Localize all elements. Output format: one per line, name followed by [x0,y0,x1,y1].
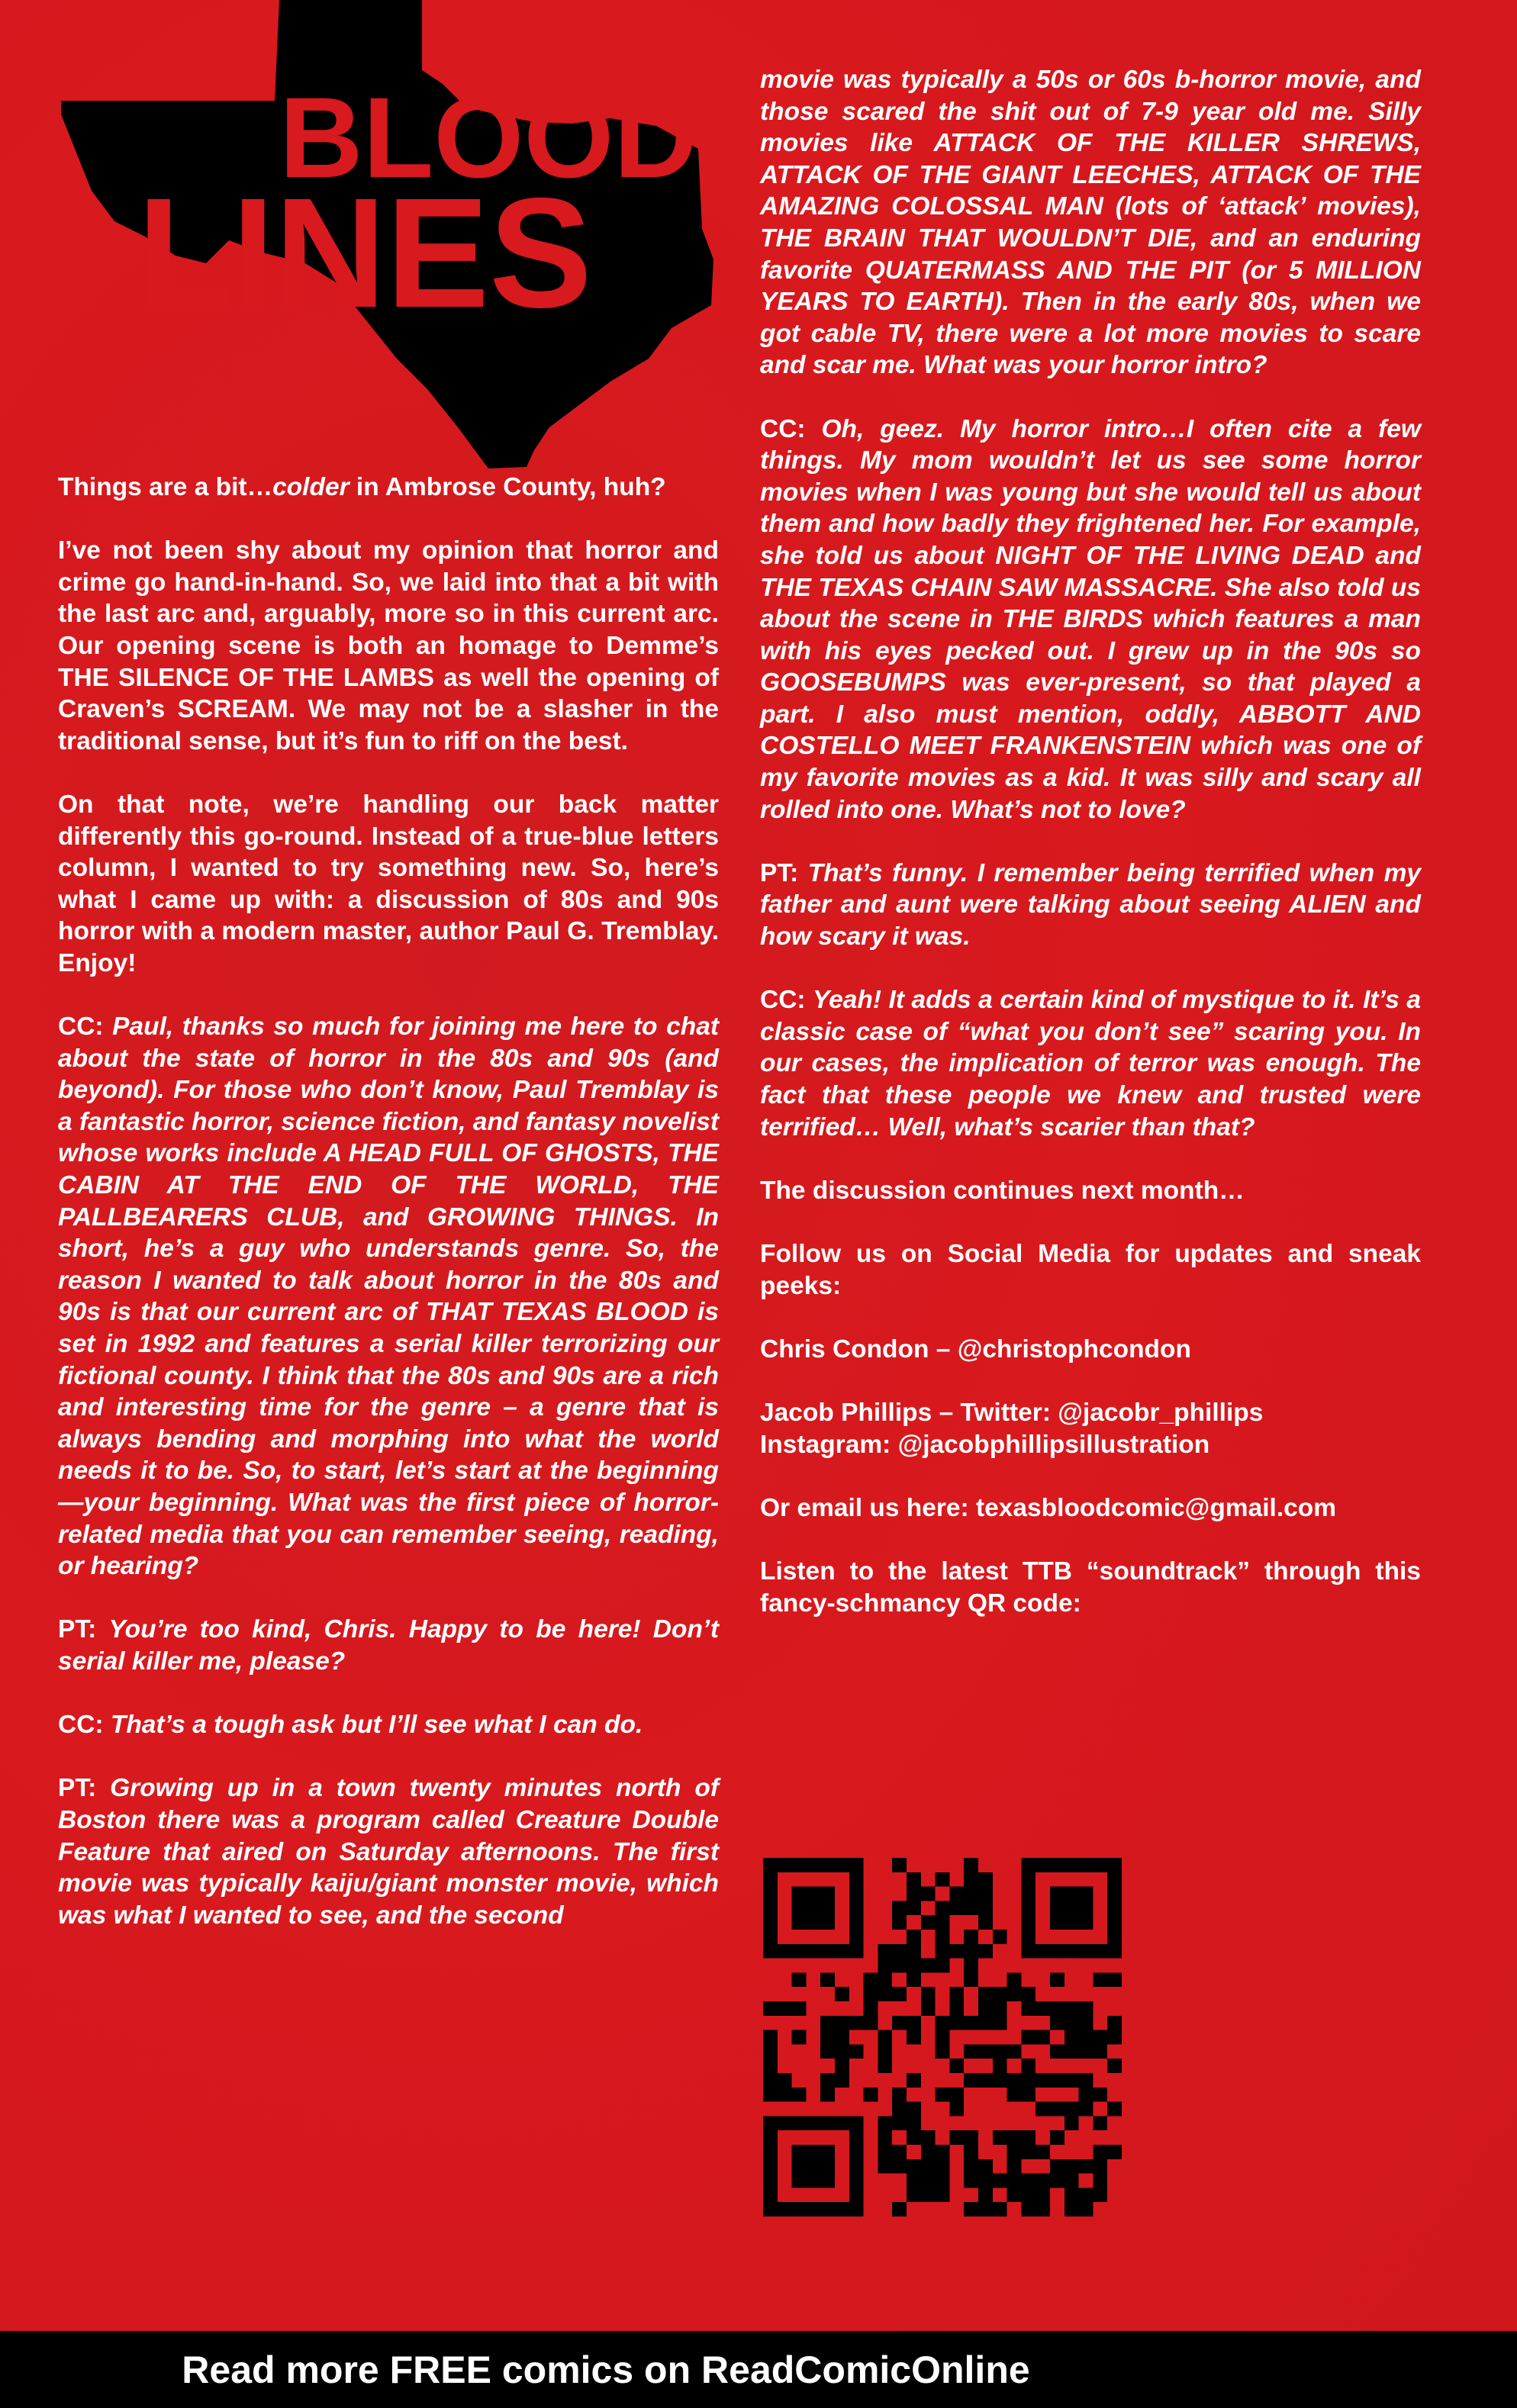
qr-module [835,2059,849,2073]
qr-module [978,1901,993,1915]
qr-module [1079,2016,1093,2030]
qr-module [763,2030,778,2045]
qr-module [907,2116,921,2130]
qr-module [907,1944,921,1959]
qr-finder [849,1858,864,1959]
qr-module [1021,2030,1035,2045]
listen-note: Listen to the latest TTB “soundtrack” through this fancy-schmancy QR code: [760,1557,1421,1618]
speaker: CC: [58,1012,113,1041]
dialogue: That’s a tough ask but I’ll see what I can do. [110,1711,643,1740]
qr-module [849,2044,864,2059]
qr-module [1050,2174,1064,2188]
qr-module [1107,2059,1122,2073]
qr-module [1079,2001,1093,2016]
qr-module [949,2001,964,2016]
intro-question [58,472,719,504]
qr-module [936,2187,950,2202]
qr-module [763,2001,778,2016]
qr-module [1007,2088,1022,2102]
qr-module [978,2016,993,2030]
qr-module [1064,2202,1079,2216]
qr-module [1079,2202,1093,2216]
qr-module [964,2159,978,2174]
qr-module [1035,2187,1050,2202]
speaker: PT: [58,1774,111,1803]
qr-module [964,2044,978,2059]
qr-module [1007,1972,1022,1987]
logo-lines: LINES [137,166,592,340]
speaker: CC: [760,414,822,443]
qr-finder [1021,1944,1122,1959]
qr-module [892,2116,907,2130]
qr-module [820,2088,835,2102]
qr-module [978,2187,993,2202]
speaker: PT: [760,858,808,887]
qr-module [1021,2202,1035,2216]
qr-module [921,2001,936,2016]
interview-pt [58,1772,719,1931]
qr-module [964,1930,978,1944]
qr-module [1007,2130,1022,2145]
qr-module [763,2059,778,2073]
jacob-twitter: Jacob Phillips – Twitter: @jacobr_phillips [760,1398,1264,1427]
qr-module [978,2202,993,2216]
qr-module [1035,2202,1050,2216]
qr-module [1007,2073,1022,2088]
qr-module [964,2202,978,2216]
qr-module [949,1944,964,1959]
qr-module [1007,2044,1022,2059]
qr-module [778,2001,792,2016]
qr-module [978,1915,993,1930]
interview-cc [58,1011,719,1582]
qr-module [878,2030,892,2045]
qr-module [1035,2001,1050,2016]
dialogue: Paul, thanks so much for joining me here to chat about the state of horror in the 80s and 90s (and beyond). For those who don’t know, Paul Tremblay is a fantastic horror, science fiction, and fantasy novelist whose works include A HEAD FULL OF GHOSTS, THE CABIN AT THE END OF THE WORLD, THE PALLBEARERS CLUB, and GROWING THINGS. In short, he’s a guy who understands genre. So, the reason I wanted to talk about horror in the 80s and 90s is that our current arc of THAT TEXAS BLOOD is set in 1992 and features a serial killer terrorizing our fictional county. I think that the 80s and 90s are a rich and interesting time for the genre – a genre that is always bending and morphing into what the world needs it to be. So, to start, let’s start at the beginning—your beginning. What was the first piece of horror-related media that you can remember seeing, reading, or hearing? [58,1012,719,1581]
qr-module [763,2044,778,2059]
qr-module [964,2130,978,2145]
qr-finder [763,2116,778,2216]
qr-module [936,2174,950,2188]
dialogue: That’s funny. I remember being terrified when my father and aunt were talking about seeing ALIEN and how scary it was. [760,858,1421,951]
qr-module [993,1987,1007,2001]
intro-text: in Ambrose County, huh? [349,473,666,501]
jacob-instagram: Instagram: @jacobphillipsillustration [760,1430,1210,1459]
qr-module [936,1944,950,1959]
qr-module [1035,2073,1050,2088]
qr-module [1021,2088,1035,2102]
qr-module [936,2088,950,2102]
qr-module [907,1901,921,1915]
qr-module [993,2059,1007,2073]
qr-module [964,2145,978,2159]
qr-module [892,2016,907,2030]
qr-module [878,1972,892,1987]
qr-module [892,1944,907,1959]
qr-module [936,2159,950,2174]
qr-module [964,1887,978,1901]
qr-module [792,1972,807,1987]
qr-module [892,2202,907,2216]
qr-module [964,2174,978,2188]
qr-module [820,1972,835,1987]
qr-module [1021,1987,1035,2001]
qr-module [907,2187,921,2202]
qr-module [964,1959,978,1973]
qr-module [878,1959,892,1973]
qr-module [964,2016,978,2030]
qr-module [1064,2001,1079,2016]
qr-module [778,2073,792,2088]
qr-module [949,1887,964,1901]
qr-module [1064,2187,1079,2202]
qr-module [1050,2102,1064,2117]
qr-module [921,1987,936,2001]
qr-finder [763,1858,864,1872]
qr-module [978,2174,993,2188]
qr-module [835,2030,849,2045]
qr-module [964,1944,978,1959]
qr-module [993,2001,1007,2016]
qr-module [1050,2130,1064,2145]
qr-module [1079,2088,1093,2102]
qr-module [964,1972,978,1987]
qr-finder [1021,1858,1035,1959]
qr-module [878,1944,892,1959]
qr-module [907,2016,921,2030]
qr-module [1050,2073,1064,2088]
qr-module [1035,2174,1050,2188]
qr-module [993,2202,1007,2216]
qr-module [993,2044,1007,2059]
qr-module [1021,2174,1035,2188]
qr-code[interactable] [763,1858,1122,2216]
dialogue-continued: movie was typically a 50s or 60s b-horror movie, and those scared the shit out of 7-9 year old me. Silly movies like ATTACK OF THE KILLER SHREWS, ATTACK OF THE GIANT LEECHES, ATTACK OF THE AMAZING COLOSSAL MAN (lots of ‘attack’ movies), THE BRAIN THAT WOULDN’T DIE, and an enduring favorite QUATERMASS AND THE PIT (or 5 MILLION YEARS TO EARTH). Then in the early 80s, when we got cable TV, there were a lot more movies to scare and scar me. What was your horror intro? [760,66,1421,380]
qr-module [907,1872,921,1887]
qr-module [1107,2016,1122,2030]
qr-module [907,1887,921,1901]
interview-cc [760,414,1421,826]
qr-module [864,1987,878,2001]
qr-module [1093,2044,1107,2059]
continues-note: The discussion continues next month… [760,1176,1245,1205]
qr-module [907,1959,921,1973]
qr-module [1050,1972,1064,1987]
qr-module [978,1887,993,1901]
footer-banner[interactable] [0,2331,1517,2408]
qr-finder [792,2145,835,2187]
dialogue: Yeah! It adds a certain kind of mystique to it. It’s a classic case of “what you don’t see” scaring you. In our cases, the implication of terror was enough. The fact that these people we knew and trusted were terrified… Well, what’s scarier than that? [760,986,1421,1141]
qr-module [1064,2159,1079,2174]
qr-module [878,2145,892,2159]
blood-lines-logo [0,0,763,488]
qr-module [878,2044,892,2059]
qr-module [1050,2001,1064,2016]
qr-finder [763,2116,864,2130]
qr-module [1107,2030,1122,2045]
qr-module [1021,2145,1035,2159]
qr-module [1093,2116,1107,2130]
qr-module [892,2088,907,2102]
qr-module [949,1901,964,1915]
qr-module [1064,2174,1079,2188]
qr-module [1064,2044,1079,2059]
qr-module [936,2030,950,2045]
qr-module [964,2073,978,2088]
qr-module [921,2187,936,2202]
chris-social: Chris Condon – @christophcondon [760,1334,1191,1363]
qr-module [1107,2145,1122,2159]
qr-module [763,2073,778,2088]
qr-finder [763,1858,778,1959]
qr-module [1021,2073,1035,2088]
qr-module [936,1901,950,1915]
qr-module [1021,2130,1035,2145]
qr-module [1093,2145,1107,2159]
qr-finder [1021,1858,1122,1872]
qr-module [792,2030,807,2045]
right-column [760,64,1421,1651]
qr-module [1007,1987,1022,2001]
qr-module [1007,2145,1022,2159]
qr-module [907,2073,921,2088]
qr-module [892,2102,907,2117]
intro-paragraph: I’ve not been shy about my opinion that horror and crime go hand-in-hand. So, we laid into that a bit with the last arc and, arguably, more so in this current arc. Our opening scene is both an homage to Demme’s THE SILENCE OF THE LAMBS as well the opening of Craven’s SCREAM. We may not be a slasher in the traditional sense, but it’s fun to riff on the best. [58,536,719,755]
interview-cc [760,984,1421,1143]
qr-module [978,1944,993,1959]
qr-module [1093,2187,1107,2202]
qr-module [907,2102,921,2117]
qr-module [921,1887,936,1901]
qr-module [849,2016,864,2030]
qr-module [949,2016,964,2030]
qr-module [949,2130,964,2145]
qr-module [1107,2102,1122,2117]
qr-module [936,1872,950,1887]
speaker: PT: [58,1615,109,1644]
qr-module [1021,2187,1035,2202]
qr-module [835,1987,849,2001]
qr-module [936,1930,950,1944]
qr-module [1079,2102,1093,2117]
follow-note: Follow us on Social Media for updates and sneak peeks: [760,1239,1421,1300]
qr-module [892,1959,907,1973]
qr-module [978,2044,993,2059]
qr-module [978,2001,993,2016]
logo-blood: BLOOD [279,73,697,201]
qr-module [892,2159,907,2174]
qr-module [907,1930,921,1944]
left-column [58,472,719,1963]
qr-module [878,2130,892,2145]
qr-module [949,2088,964,2102]
qr-module [1050,2044,1064,2059]
qr-module [936,1915,950,1930]
qr-module [792,2001,807,2016]
qr-module [864,2001,878,2016]
qr-module [878,2059,892,2073]
qr-module [1093,1972,1107,1987]
intro-paragraph: On that note, we’re handling our back matter differently this go-round. Instead of a true-blue letters column, I wanted to try something new. So, here’s what I came up with: a discussion of 80s and 90s horror with a modern master, author Paul G. Tremblay. Enjoy! [58,790,719,977]
qr-module [1064,2016,1079,2030]
qr-finder [763,1944,864,1959]
qr-module [907,1972,921,1987]
qr-module [1079,2044,1093,2059]
qr-module [921,2159,936,2174]
qr-module [993,2073,1007,2088]
qr-finder [1107,1858,1122,1959]
qr-module [1079,2187,1093,2202]
qr-module [820,2016,835,2030]
qr-module [1079,2159,1093,2174]
qr-module [835,2044,849,2059]
qr-module [921,2174,936,2188]
qr-module [864,2016,878,2030]
speaker: CC: [760,986,813,1015]
qr-module [820,2044,835,2059]
interview-pt [760,858,1421,953]
qr-module [1021,2059,1035,2073]
intro-text: Things are a bit… [58,473,273,501]
qr-module [1064,2102,1079,2117]
qr-module [864,1972,878,1987]
qr-module [892,1987,907,2001]
interview-pt [58,1614,719,1677]
qr-module [1107,1972,1122,1987]
dialogue: You’re too kind, Chris. Happy to be here! Don’t serial killer me, please? [58,1615,719,1676]
qr-module [964,1901,978,1915]
qr-module [1064,2030,1079,2045]
qr-module [949,2102,964,2117]
qr-module [820,2073,835,2088]
qr-module [936,2145,950,2159]
email-note: Or email us here: texasbloodcomic@gmail.com [760,1493,1337,1522]
qr-module [964,1858,978,1872]
qr-module [921,1959,936,1973]
qr-module [1050,2016,1064,2030]
qr-module [892,1858,907,1872]
qr-module [878,2159,892,2174]
qr-module [1093,2088,1107,2102]
qr-module [964,1872,978,1887]
qr-module [1050,2159,1064,2174]
qr-module [993,1930,1007,1944]
qr-module [921,2130,936,2145]
qr-module [892,1901,907,1915]
qr-module [907,2130,921,2145]
qr-finder [1050,1887,1093,1930]
qr-module [907,2174,921,2188]
jacob-social [760,1397,1421,1460]
qr-module [993,2174,1007,2188]
interview-cc [58,1709,719,1741]
dialogue: Oh, geez. My horror intro…I often cite a few things. My mom wouldn’t let us see some horror movies when I was young but she would tell us about them and how badly they frightened her. For example, she told us about NIGHT OF THE LIVING DEAD and THE TEXAS CHAIN SAW MASSACRE. She also told us about the scene in THE BIRDS which features a man with his eyes pecked out. I grew up in the 90s so GOOSEBUMPS was ever-present, so that played a part. I also must mention, oddly, ABBOTT AND COSTELLO MEET FRANKENSTEIN which was one of my favorite movies as a kid. It was silly and scary all rolled into one. What’s not to love? [760,414,1421,824]
qr-module [921,2145,936,2159]
qr-module [892,1915,907,1930]
intro-emphasis: colder [272,473,349,501]
qr-finder [849,2116,864,2216]
qr-module [778,2088,792,2102]
dialogue: Growing up in a town twenty minutes north of Boston there was a program called Creature Double Feature that aired on Saturday afternoons. The first movie was typically kaiju/giant monster movie, which was what I wanted to see, and the second [58,1774,719,1930]
qr-module [1093,2159,1107,2174]
qr-module [1007,2187,1022,2202]
qr-module [1093,2174,1107,2188]
footer-text[interactable]: Read more FREE comics on ReadComicOnline [182,2348,1030,2391]
qr-module [1007,2174,1022,2188]
qr-module [878,2116,892,2130]
qr-module [1079,2030,1093,2045]
qr-module [763,2088,778,2102]
qr-module [907,2159,921,2174]
qr-module [936,2016,950,2030]
qr-module [1007,2159,1022,2174]
qr-module [978,2159,993,2174]
qr-module [993,2130,1007,2145]
qr-module [1035,2030,1050,2045]
qr-module [936,1959,950,1973]
qr-module [993,2016,1007,2030]
qr-module [892,2145,907,2159]
qr-module [921,1915,936,1930]
qr-module [878,1987,892,2001]
qr-module [949,1987,964,2001]
qr-module [1064,2116,1079,2130]
speaker: CC: [58,1711,111,1740]
qr-module [936,2044,950,2059]
qr-module [835,2016,849,2030]
qr-module [1064,2073,1079,2088]
qr-module [949,2059,964,2073]
qr-finder [763,2202,864,2216]
qr-module [1021,2001,1035,2016]
qr-module [1035,2102,1050,2117]
qr-module [1079,2073,1093,2088]
qr-module [978,2073,993,2088]
qr-module [864,2088,878,2102]
qr-module [1093,2030,1107,2045]
qr-module [978,1872,993,1887]
qr-module [820,2030,835,2045]
qr-module [978,1987,993,2001]
qr-module [792,2088,807,2102]
qr-module [835,2073,849,2088]
qr-module [1035,2145,1050,2159]
qr-module [907,2030,921,2045]
qr-finder [792,1887,835,1930]
